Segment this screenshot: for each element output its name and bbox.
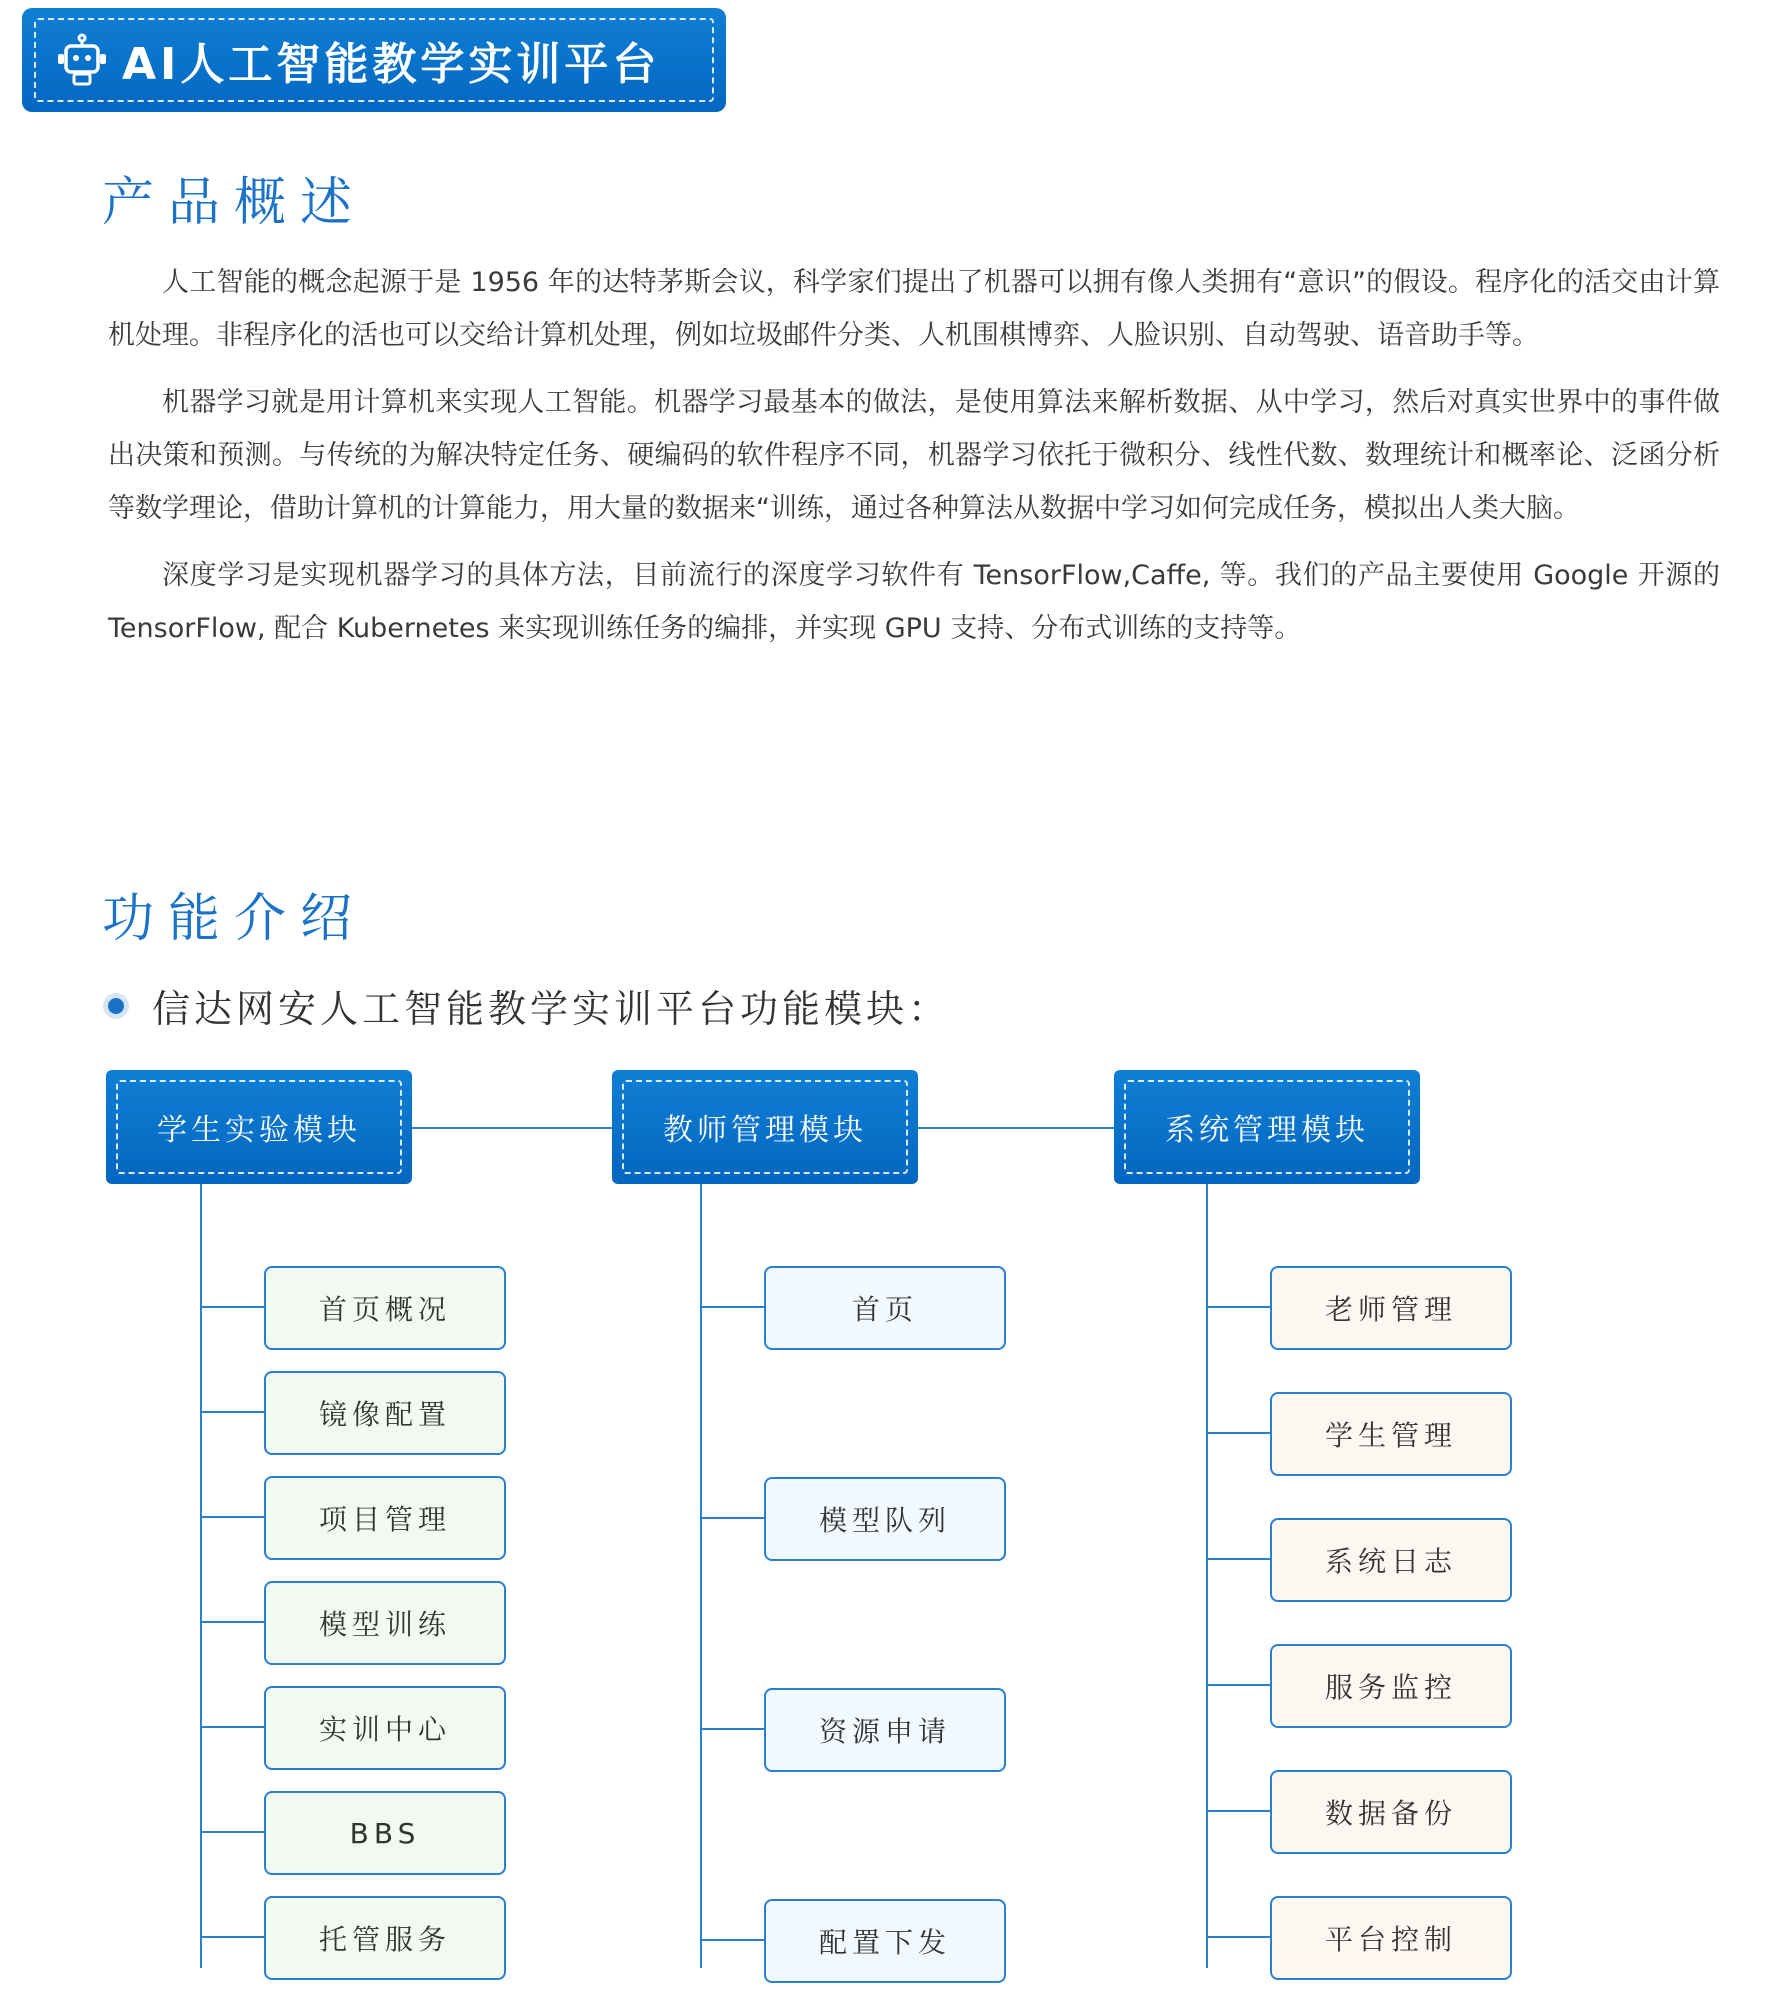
branch-line	[700, 1728, 764, 1730]
module-item: BBS	[264, 1791, 506, 1875]
overview-paragraph: 机器学习就是用计算机来实现人工智能。机器学习最基本的做法，是使用算法来解析数据、从中学习，然后对真实世界中的事件做出决策和预测。与传统的为解决特定任务、硬编码的软件程序不同，机器学习依托于微积分、线性代数、数理统计和概率论、泛函分析等数学理论，借助计算机的计算能力，用大量的数据来“训练，通过各种算法从数据中学习如何完成任务，模拟出人类大脑。	[108, 387, 1720, 524]
module-item: 配置下发	[764, 1899, 1006, 1983]
module-item: 镜像配置	[264, 1371, 506, 1455]
branch-line	[1206, 1684, 1270, 1686]
tree-line	[1206, 1184, 1208, 1968]
module-item: 项目管理	[264, 1476, 506, 1560]
overview-paragraph: 深度学习是实现机器学习的具体方法，目前流行的深度学习软件有 TensorFlow,Caffe, 等。我们的产品主要使用 Google 开源的 TensorFlow, 配合 Kubernetes 来实现训练任务的编排，并实现 GPU 支持、分布式训练的支持等。	[108, 560, 1720, 644]
overview-text	[108, 256, 1720, 669]
module-item: 系统日志	[1270, 1518, 1512, 1602]
top-banner	[22, 8, 726, 112]
module-item: 首页	[764, 1266, 1006, 1350]
bullet-dot-icon	[108, 998, 124, 1014]
robot-icon	[54, 32, 110, 88]
branch-line	[700, 1939, 764, 1941]
features-heading: 功能介绍	[102, 889, 367, 949]
branch-line	[1206, 1558, 1270, 1560]
branch-line	[1206, 1306, 1270, 1308]
branch-line	[200, 1831, 264, 1833]
branch-line	[1206, 1936, 1270, 1938]
module-item: 实训中心	[264, 1686, 506, 1770]
overview-paragraph: 人工智能的概念起源于是 1956 年的达特茅斯会议，科学家们提出了机器可以拥有像人类拥有“意识”的假设。程序化的活交由计算机处理。非程序化的活也可以交给计算机处理，例如垃圾邮件分类、人机围棋博弈、人脸识别、自动驾驶、语音助手等。	[108, 267, 1720, 351]
module-item: 首页概况	[264, 1266, 506, 1350]
branch-line	[200, 1306, 264, 1308]
tree-line	[700, 1184, 702, 1968]
module-item: 托管服务	[264, 1896, 506, 1980]
module-item: 服务监控	[1270, 1644, 1512, 1728]
branch-line	[700, 1517, 764, 1519]
branch-line	[200, 1621, 264, 1623]
module-title: 系统管理模块	[1165, 1113, 1369, 1148]
banner-title: AI人工智能教学实训平台	[122, 39, 661, 90]
module-item: 学生管理	[1270, 1392, 1512, 1476]
module-title: 教师管理模块	[663, 1113, 867, 1148]
module-item: 模型队列	[764, 1477, 1006, 1561]
banner-frame	[34, 18, 714, 102]
module-item: 老师管理	[1270, 1266, 1512, 1350]
branch-line	[200, 1936, 264, 1938]
branch-line	[1206, 1432, 1270, 1434]
branch-line	[700, 1306, 764, 1308]
branch-line	[1206, 1810, 1270, 1812]
module-item: 资源申请	[764, 1688, 1006, 1772]
module-item: 模型训练	[264, 1581, 506, 1665]
branch-line	[200, 1516, 264, 1518]
module-header-student	[106, 1070, 412, 1184]
connector-line	[412, 1127, 612, 1129]
connector-line	[918, 1127, 1114, 1129]
features-subtitle: 信达网安人工智能教学实训平台功能模块：	[152, 987, 951, 1031]
module-item: 平台控制	[1270, 1896, 1512, 1980]
tree-line	[200, 1184, 202, 1968]
branch-line	[200, 1726, 264, 1728]
features-subtitle-row	[108, 978, 950, 1033]
module-title: 学生实验模块	[157, 1113, 361, 1148]
branch-line	[200, 1411, 264, 1413]
module-header-teacher	[612, 1070, 918, 1184]
module-header-system	[1114, 1070, 1420, 1184]
overview-heading: 产品概述	[102, 173, 367, 233]
module-item: 数据备份	[1270, 1770, 1512, 1854]
